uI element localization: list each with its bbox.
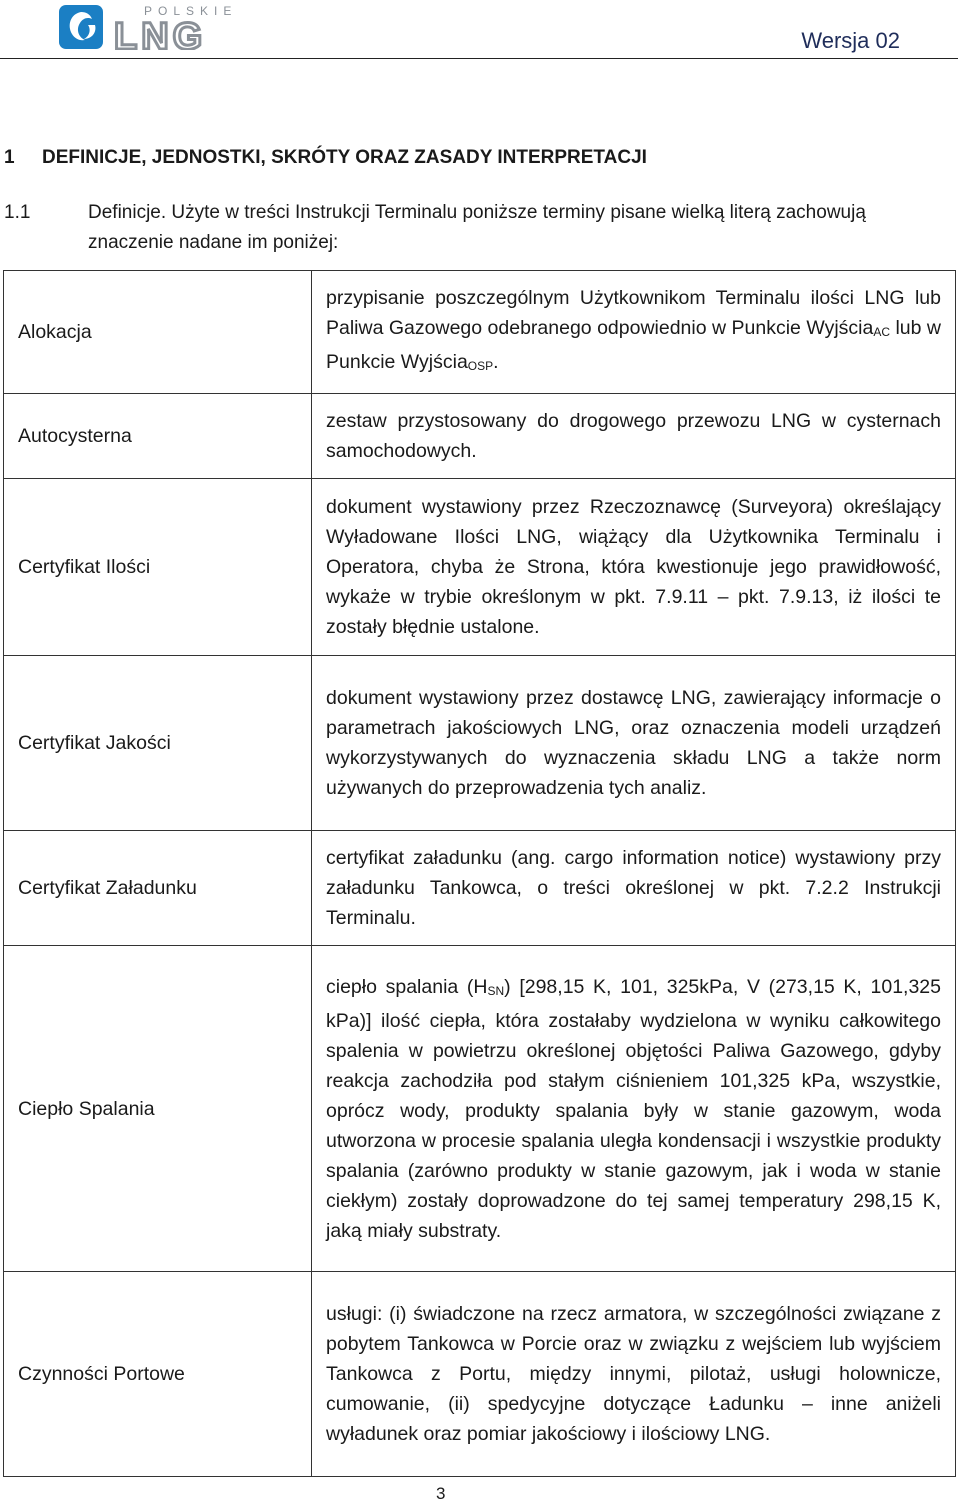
definition-row	[4, 1272, 956, 1477]
definition-text: przypisanie poszczególnym Użytkownikom Terminalu ilości LNG lub Paliwa Gazowego odebranego odpowiednio w Punkcie WyjściaAC lub w Punkcie WyjściaOSP.	[312, 271, 956, 394]
definition-row	[4, 271, 956, 394]
definition-term: Alokacja	[4, 271, 312, 394]
section-title: DEFINICJE, JEDNOSTKI, SKRÓTY ORAZ ZASADY INTERPRETACJI	[42, 147, 647, 168]
definition-term: Certyfikat Ilości	[4, 479, 312, 656]
definition-row	[4, 656, 956, 831]
definition-text: zestaw przystosowany do drogowego przewozu LNG w cysternach samochodowych.	[312, 394, 956, 479]
definition-text: dokument wystawiony przez dostawcę LNG, zawierający informacje o parametrach jakościowych LNG, oraz oznaczenia modeli urządzeń wykorzystywanych do wyznaczenia składu LNG a także norm używanych do przeprowadzenia tych analiz.	[312, 656, 956, 831]
page-number: 3	[436, 1484, 446, 1503]
definition-term: Certyfikat Załadunku	[4, 831, 312, 946]
subsection-number: 1.1	[4, 202, 31, 223]
definition-term: Ciepło Spalania	[4, 946, 312, 1272]
definition-term: Czynności Portowe	[4, 1272, 312, 1477]
definition-row	[4, 946, 956, 1272]
definition-row	[4, 394, 956, 479]
definition-text: usługi: (i) świadczone na rzecz armatora, w szczególności związane z pobytem Tankowca w Porcie oraz w związku z wejściem lub wyjściem Tankowca z Portu, między innymi, pilotaż, usługi holownicze, cumowanie, (ii) spedycyjne dotyczące Ładunku – inne aniżeli wyładunek oraz pomiar jakościowy i ilościowy LNG.	[312, 1272, 956, 1477]
page-header	[0, 0, 960, 62]
definition-term: Certyfikat Jakości	[4, 656, 312, 831]
definition-row	[4, 479, 956, 656]
polskie-lng-logo	[58, 4, 248, 50]
definition-row	[4, 831, 956, 946]
section-number: 1	[4, 147, 15, 168]
definitions-table	[3, 270, 956, 1477]
subsection-text: Definicje. Użyte w treści Instrukcji Terminalu poniższe terminy pisane wielką literą zachowują znaczenie nadane im poniżej:	[88, 202, 866, 253]
definition-term: Autocysterna	[4, 394, 312, 479]
logo-text-top: POLSKIE	[144, 4, 238, 18]
logo-text-main: LNG	[114, 16, 207, 50]
section-heading	[4, 147, 647, 169]
definition-text: certyfikat załadunku (ang. cargo information notice) wystawiony przy załadunku Tankowca, o treści określonej w pkt. 7.2.2 Instrukcji Terminalu.	[312, 831, 956, 946]
definition-text: ciepło spalania (HSN) [298,15 K, 101, 325kPa, V (273,15 K, 101,325 kPa)] ilość ciepła, która zostałaby wydzielona w wyniku całkowitego spalenia w powietrzu określonej objętości Paliwa Gazowego, gdyby reakcja zachodziła pod stałym ciśnieniem 101,325 kPa, wszystkie, oprócz wody, produkty spalania były w stanie gazowym, woda utworzona w procesie spalania uległa kondensacji i wszystkie produkty spalania (zarówno produkty w stanie gazowym, jak i woda w stanie ciekłym) zostały doprowadzone do tej samej temperatury 298,15 K, jaką miały substraty.	[312, 946, 956, 1272]
logo-icon	[58, 4, 248, 50]
definition-text: dokument wystawiony przez Rzeczoznawcę (Surveyora) określający Wyładowane Ilości LNG, wiążący dla Użytkownika Terminalu i Operatora, chyba że Strona, która kwestionuje jego prawidłowość, wykaże w trybie określonym w pkt. 7.9.11 – pkt. 7.9.13, iż ilości te zostały błędnie ustalone.	[312, 479, 956, 656]
header-divider	[0, 58, 958, 59]
document-version: Wersja 02	[801, 28, 900, 53]
